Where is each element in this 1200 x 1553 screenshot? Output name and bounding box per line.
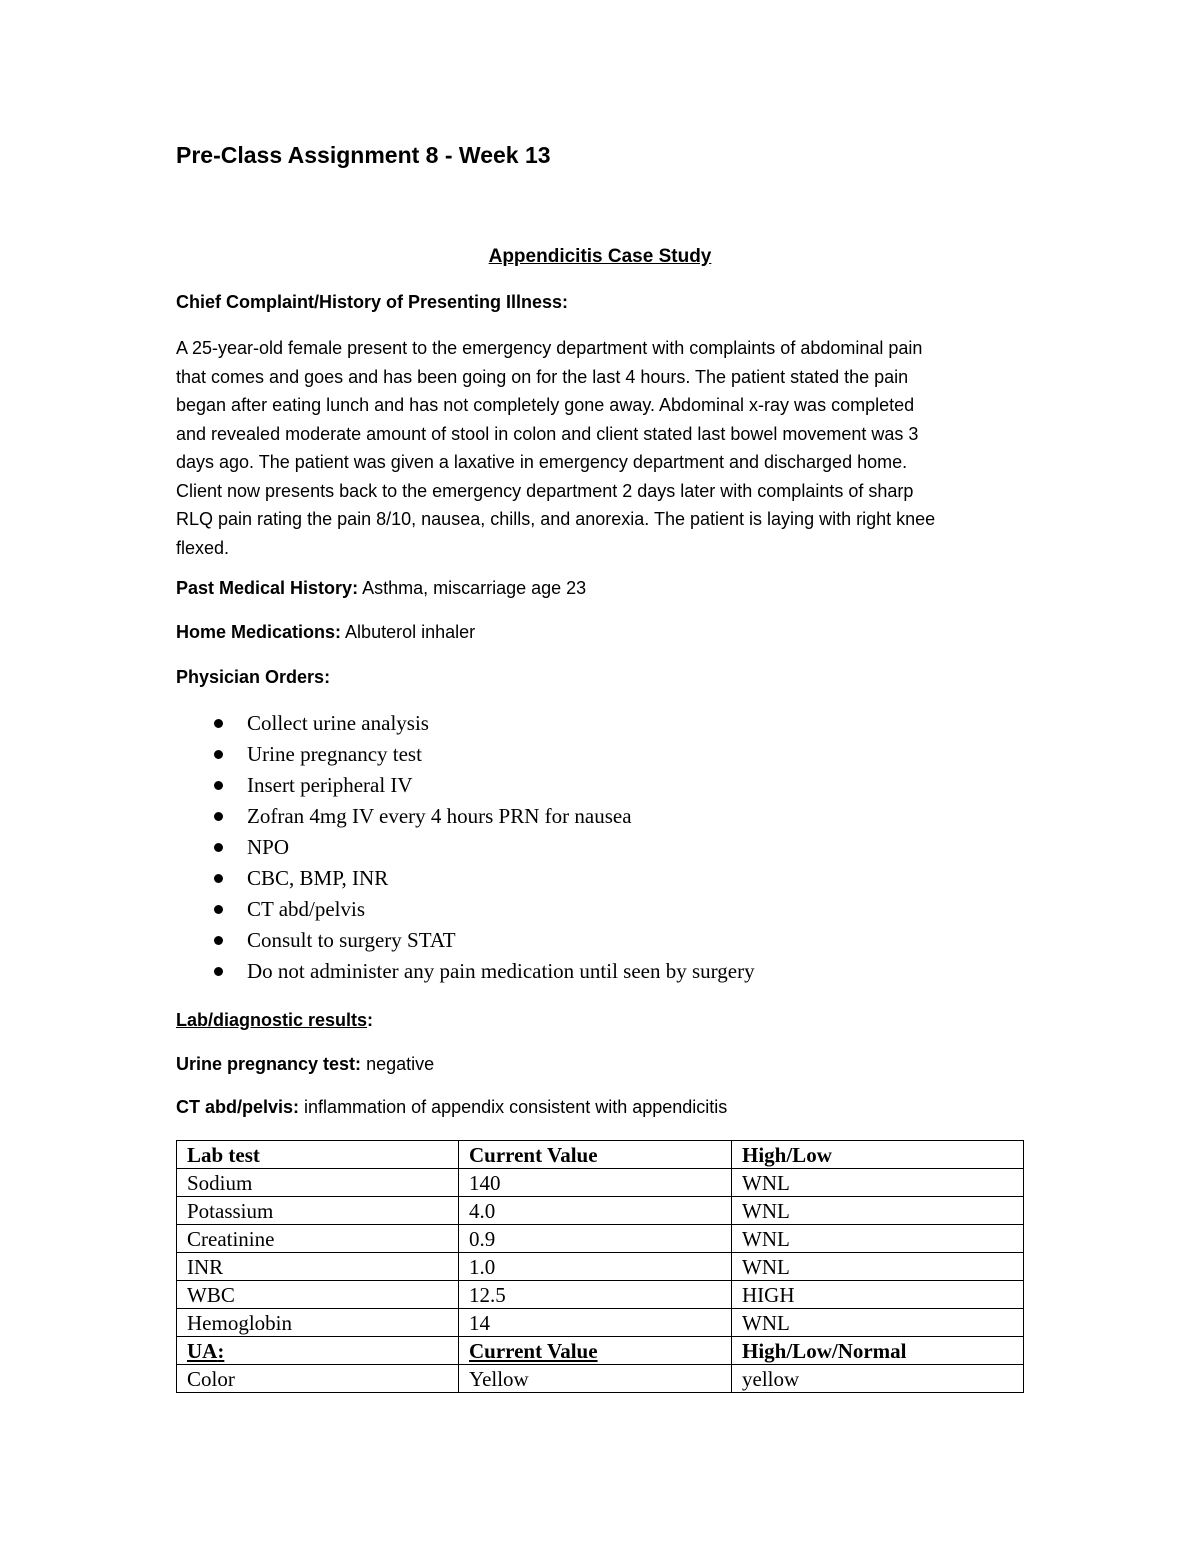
paragraph-line: RLQ pain rating the pain 8/10, nausea, chills, and anorexia. The patient is laying with right knee bbox=[176, 509, 936, 529]
bullet-icon bbox=[214, 781, 223, 790]
case-study-title bbox=[0, 246, 1200, 268]
home-medications-label: Home Medications: bbox=[176, 622, 342, 642]
physician-orders-list bbox=[176, 708, 755, 987]
table-cell: Creatinine bbox=[177, 1225, 459, 1253]
order-item bbox=[176, 770, 755, 801]
table-row bbox=[177, 1253, 1024, 1281]
order-text: NPO bbox=[247, 835, 290, 859]
order-text: Urine pregnancy test bbox=[247, 742, 422, 766]
table-cell: WBC bbox=[177, 1281, 459, 1309]
chief-complaint-paragraph bbox=[176, 334, 1016, 562]
ua-header-cell bbox=[177, 1337, 459, 1365]
paragraph-line: days ago. The patient was given a laxative in emergency department and discharged home. bbox=[176, 452, 908, 472]
table-cell: 0.9 bbox=[459, 1225, 732, 1253]
order-item bbox=[176, 925, 755, 956]
order-item bbox=[176, 894, 755, 925]
ct-result bbox=[176, 1097, 727, 1118]
ct-value: inflammation of appendix consistent with appendicitis bbox=[304, 1097, 728, 1117]
past-medical-history-label: Past Medical History: bbox=[176, 578, 359, 598]
table-cell: WNL bbox=[732, 1253, 1024, 1281]
paragraph-line: flexed. bbox=[176, 537, 230, 558]
order-item bbox=[176, 832, 755, 863]
table-cell: 1.0 bbox=[459, 1253, 732, 1281]
bullet-icon bbox=[214, 812, 223, 821]
urine-pregnancy-label: Urine pregnancy test: bbox=[176, 1054, 362, 1074]
order-item bbox=[176, 863, 755, 894]
order-text: Zofran 4mg IV every 4 hours PRN for nausea bbox=[247, 804, 632, 828]
case-study-title-text: Appendicitis Case Study bbox=[488, 246, 712, 267]
table-row bbox=[177, 1309, 1024, 1337]
bullet-icon bbox=[214, 967, 223, 976]
table-cell: WNL bbox=[732, 1197, 1024, 1225]
physician-orders-heading: Physician Orders: bbox=[176, 667, 331, 687]
table-cell: WNL bbox=[732, 1225, 1024, 1253]
table-cell: Yellow bbox=[459, 1365, 732, 1393]
lab-table bbox=[176, 1140, 1024, 1393]
order-text: CBC, BMP, INR bbox=[247, 866, 389, 890]
table-cell: yellow bbox=[732, 1365, 1024, 1393]
table-cell: INR bbox=[177, 1253, 459, 1281]
bullet-icon bbox=[214, 843, 223, 852]
page-title: Pre-Class Assignment 8 - Week 13 bbox=[176, 142, 551, 168]
order-text: Collect urine analysis bbox=[247, 711, 429, 735]
bullet-icon bbox=[214, 936, 223, 945]
table-cell: HIGH bbox=[732, 1281, 1024, 1309]
order-text: Insert peripheral IV bbox=[247, 773, 413, 797]
order-item bbox=[176, 708, 755, 739]
bullet-icon bbox=[214, 719, 223, 728]
lab-table-header-row bbox=[177, 1141, 1024, 1169]
table-cell: WNL bbox=[732, 1309, 1024, 1337]
past-medical-history-value: Asthma, miscarriage age 23 bbox=[362, 578, 587, 598]
lab-results-heading-text: Lab/diagnostic results bbox=[176, 1010, 368, 1030]
table-cell: WNL bbox=[732, 1169, 1024, 1197]
lab-table-header-cell: Current Value bbox=[459, 1141, 732, 1169]
chief-complaint-heading: Chief Complaint/History of Presenting Illness: bbox=[176, 292, 569, 312]
bullet-icon bbox=[214, 905, 223, 914]
order-item bbox=[176, 739, 755, 770]
past-medical-history bbox=[176, 578, 586, 599]
table-cell: Hemoglobin bbox=[177, 1309, 459, 1337]
urine-pregnancy-value: negative bbox=[366, 1054, 435, 1074]
paragraph-line: began after eating lunch and has not completely gone away. Abdominal x-ray was completed bbox=[176, 395, 915, 415]
bullet-icon bbox=[214, 874, 223, 883]
table-row bbox=[177, 1281, 1024, 1309]
table-cell: 14 bbox=[459, 1309, 732, 1337]
table-cell: 140 bbox=[459, 1169, 732, 1197]
order-text: CT abd/pelvis bbox=[247, 897, 366, 921]
ua-colon: : bbox=[217, 1338, 225, 1363]
order-item bbox=[176, 801, 755, 832]
order-text: Consult to surgery STAT bbox=[247, 928, 456, 952]
table-row bbox=[177, 1365, 1024, 1393]
order-text: Do not administer any pain medication until seen by surgery bbox=[247, 959, 755, 983]
table-cell: 4.0 bbox=[459, 1197, 732, 1225]
ua-header-row bbox=[177, 1337, 1024, 1365]
order-item bbox=[176, 956, 755, 987]
ua-header-cell bbox=[459, 1337, 732, 1365]
lab-results-heading bbox=[176, 1010, 373, 1031]
ua-label: UA bbox=[187, 1338, 218, 1363]
paragraph-line: that comes and goes and has been going on for the last 4 hours. The patient stated the pain bbox=[176, 366, 909, 387]
ua-current-value-label: Current Value bbox=[469, 1338, 598, 1363]
paragraph-line: A 25-year-old female present to the emergency department with complaints of abdominal pain bbox=[176, 338, 923, 358]
ua-header-cell: High/Low/Normal bbox=[732, 1337, 1024, 1365]
home-medications bbox=[176, 622, 475, 643]
ct-label: CT abd/pelvis: bbox=[176, 1097, 300, 1117]
table-row bbox=[177, 1169, 1024, 1197]
home-medications-value: Albuterol inhaler bbox=[345, 622, 476, 642]
table-cell: Sodium bbox=[177, 1169, 459, 1197]
lab-table-header-cell: High/Low bbox=[732, 1141, 1024, 1169]
table-cell: Potassium bbox=[177, 1197, 459, 1225]
paragraph-line: and revealed moderate amount of stool in colon and client stated last bowel movement was 3 bbox=[176, 423, 919, 444]
table-cell: Color bbox=[177, 1365, 459, 1393]
lab-results-heading-colon: : bbox=[367, 1010, 374, 1030]
paragraph-line: Client now presents back to the emergency department 2 days later with complaints of sharp bbox=[176, 480, 914, 501]
urine-pregnancy-result bbox=[176, 1054, 434, 1075]
table-cell: 12.5 bbox=[459, 1281, 732, 1309]
table-row bbox=[177, 1225, 1024, 1253]
lab-table-header-cell: Lab test bbox=[177, 1141, 459, 1169]
table-row bbox=[177, 1197, 1024, 1225]
bullet-icon bbox=[214, 750, 223, 759]
